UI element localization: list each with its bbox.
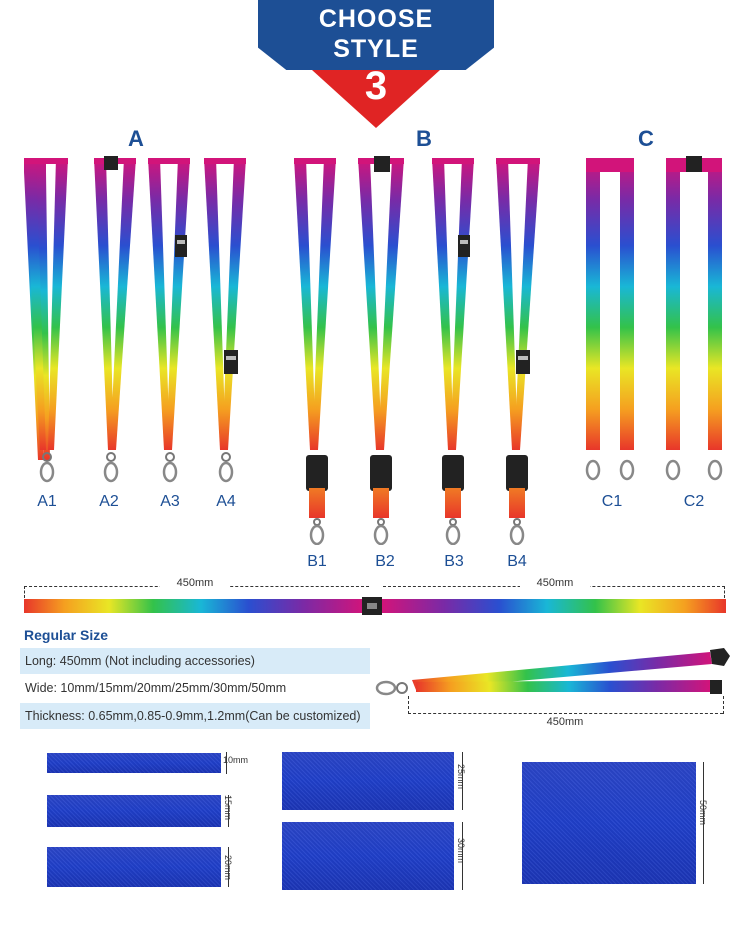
strip-dim-right: 450mm bbox=[520, 577, 590, 589]
style-label-a3: A3 bbox=[160, 493, 180, 510]
info-thickness: Thickness: 0.65mm,0.85-0.9mm,1.2mm(Can be customized) bbox=[20, 703, 370, 729]
lanyard-b3-icon bbox=[432, 158, 474, 544]
sample-20mm-label: 20mm bbox=[223, 855, 233, 881]
sample-50mm-label: 50mm bbox=[698, 800, 708, 826]
sample-15mm-label: 15mm bbox=[223, 795, 233, 821]
info-long: Long: 450mm (Not including accessories) bbox=[20, 648, 370, 674]
style-label-a1: A1 bbox=[37, 493, 57, 510]
lanyard-a1-icon bbox=[24, 158, 68, 481]
sample-25mm-label: 25mm bbox=[456, 764, 466, 790]
side-dim-tick-right bbox=[723, 696, 724, 714]
banner-line2: STYLE bbox=[333, 35, 419, 63]
lanyard-b1-icon bbox=[294, 158, 336, 544]
group-b-label: B bbox=[416, 126, 432, 151]
sample-30mm-label: 30mm bbox=[456, 838, 466, 864]
style-label-b2: B2 bbox=[375, 553, 395, 570]
flat-lanyard-strip bbox=[24, 597, 726, 617]
style-label-a4: A4 bbox=[216, 493, 236, 510]
lanyard-styles-illustration bbox=[0, 150, 750, 545]
lanyard-b4-icon bbox=[496, 158, 540, 544]
side-dim-tick-left bbox=[408, 696, 409, 714]
sample-10mm bbox=[47, 753, 221, 773]
style-label-c1: C1 bbox=[601, 493, 623, 510]
style-label-b4: B4 bbox=[507, 553, 527, 570]
lanyard-a3-icon bbox=[148, 158, 190, 481]
lanyard-a4-icon bbox=[204, 158, 246, 481]
side-dim-label: 450mm bbox=[546, 716, 584, 728]
side-lanyard-diagram bbox=[372, 642, 744, 714]
lanyard-c1-icon bbox=[586, 158, 634, 479]
style-label-b1: B1 bbox=[307, 553, 327, 570]
style-label-a2: A2 bbox=[99, 493, 119, 510]
info-wide: Wide: 10mm/15mm/20mm/25mm/30mm/50mm bbox=[25, 681, 287, 695]
strip-dim-left: 450mm bbox=[160, 577, 230, 589]
side-dim-line bbox=[408, 713, 723, 714]
sample-25mm bbox=[282, 752, 454, 810]
sample-30mm bbox=[282, 822, 454, 890]
lanyard-c2-icon bbox=[666, 156, 722, 479]
style-label-b3: B3 bbox=[444, 553, 464, 570]
banner-line1: CHOOSE bbox=[318, 5, 434, 33]
sample-10mm-label: 10mm bbox=[223, 755, 249, 765]
group-a-label: A bbox=[128, 126, 144, 151]
style-label-c2: C2 bbox=[683, 493, 705, 510]
sample-20mm bbox=[47, 847, 221, 887]
step-number: 3 bbox=[364, 64, 388, 108]
lanyard-a2-icon bbox=[94, 156, 136, 481]
group-c-label: C bbox=[638, 126, 654, 151]
sample-50mm bbox=[522, 762, 696, 884]
lanyard-b2-icon bbox=[358, 156, 404, 544]
regular-size-title: Regular Size bbox=[24, 627, 109, 643]
sample-15mm bbox=[47, 795, 221, 827]
